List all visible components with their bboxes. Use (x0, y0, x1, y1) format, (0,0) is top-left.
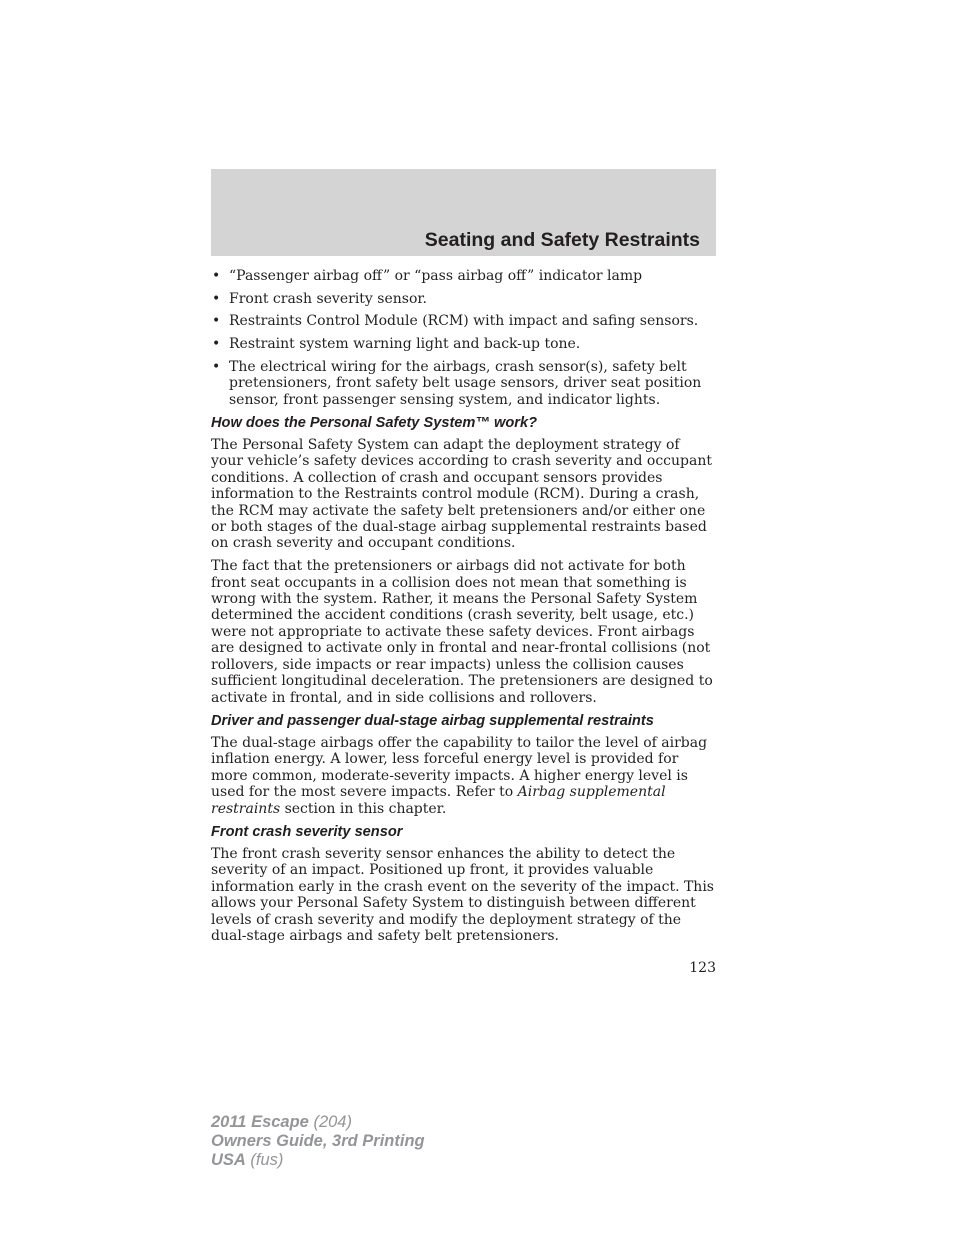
page-content (211, 268, 716, 951)
list-item-text: “Passenger airbag off” or “pass airbag off” indicator lamp (229, 268, 643, 284)
list-item (211, 336, 716, 352)
subheading-dual-stage-airbags: Driver and passenger dual-stage airbag supplemental restraints (211, 712, 654, 729)
document-footer (211, 1113, 425, 1170)
list-item (211, 359, 716, 408)
paragraph: The Personal Safety System can adapt the deployment strategy of your vehicle’s safety devices according to crash severity and occupant conditions. A collection of crash and occupant sensors provides information to the Restraints control module (RCM). During a crash, the RCM may activate the safety belt pretensioners and/or either one or both stages of the dual-stage airbag supplemental restraints based on crash severity and occupant conditions. (211, 437, 712, 552)
subheading-front-crash-sensor: Front crash severity sensor (211, 823, 403, 840)
list-item-text: The electrical wiring for the airbags, crash sensor(s), safety belt pretensioners, front safety belt usage sensors, driver seat position sensor, front passenger sensing system, and indicator lights. (229, 358, 702, 408)
bullet-icon: • (212, 268, 221, 284)
list-item-text: Restraints Control Module (RCM) with impact and safing sensors. (229, 313, 699, 330)
component-list (211, 268, 716, 408)
page-number: 123 (689, 960, 716, 976)
cross-reference-link: Airbag supplemental restraints (211, 784, 666, 817)
list-item-text: Front crash severity sensor. (229, 290, 427, 307)
footer-line-guide: Owners Guide, 3rd Printing (211, 1132, 425, 1150)
bullet-icon: • (212, 336, 221, 353)
subheading-personal-safety-system: How does the Personal Safety System™ work? (211, 415, 538, 432)
bullet-icon: • (212, 358, 221, 375)
section-header (211, 169, 716, 256)
bullet-icon: • (212, 290, 221, 307)
section-title: Seating and Safety Restraints (424, 229, 700, 251)
paragraph: The front crash severity sensor enhances the ability to detect the severity of an impact. Positioned up front, it provides valuable information early in the crash event on the severity of the impact. This allows your Personal Safety System to distinguish between different levels of crash severity and modify the deployment strategy of the dual-stage airbags and safety belt pretensioners. (211, 845, 714, 944)
footer-line-market: USA (fus) (211, 1151, 284, 1169)
list-item (211, 291, 716, 307)
paragraph: The fact that the pretensioners or airbags did not activate for both front seat occupants in a collision does not mean that something is wrong with the system. Rather, it means the Personal Safety System determined the accident conditions (crash severity, belt usage, etc.) were not appropriate to activate these safety devices. Front airbags are designed to activate only in frontal and near-frontal collisions (not rollovers, side impacts or rear impacts) unless the collision causes sufficient longitudinal deceleration. The pretensioners are designed to activate in frontal, and in side collisions and rollovers. (211, 558, 713, 706)
bullet-icon: • (212, 313, 221, 330)
footer-line-model: 2011 Escape (204) (211, 1113, 352, 1131)
paragraph: The dual-stage airbags offer the capability to tailor the level of airbag inflation energy. A lower, less forceful energy level is provided for more common, moderate-severity impacts. A higher energy level is used for the most severe impacts. Refer to Airbag supplemental restraints section in this chapter. (211, 734, 708, 817)
list-item (211, 313, 716, 329)
list-item-text: Restraint system warning light and back-up tone. (229, 336, 581, 353)
list-item (211, 268, 716, 284)
